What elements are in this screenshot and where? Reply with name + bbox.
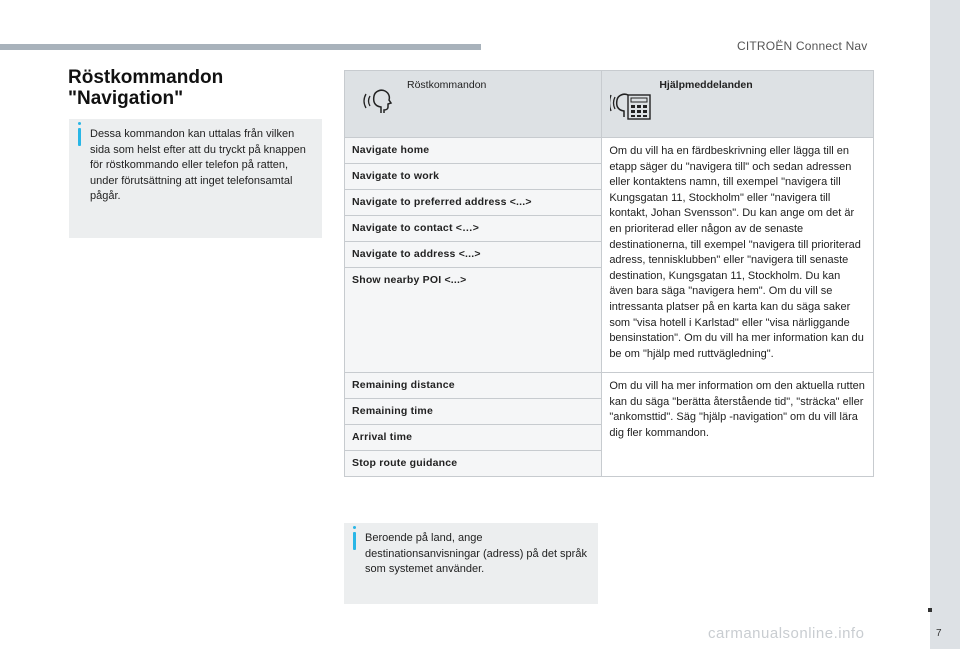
info-icon <box>78 128 81 146</box>
brand-header: CITROËN Connect Nav <box>737 39 868 53</box>
page-marker <box>928 608 932 612</box>
speaking-head-icon <box>361 83 401 123</box>
info-icon <box>353 532 356 550</box>
intro-note-text: Dessa kommandon kan uttalas från vilken sida som helst efter att du tryckt på knappen för röstkommando eller telefon på ratten, under förutsättning att inget telefonsamtal pågår. <box>90 128 306 202</box>
voice-commands-table <box>344 70 874 477</box>
table-row <box>345 138 874 164</box>
command-navigate-to-contact: Navigate to contact <…> <box>345 216 602 242</box>
header-commands-cell <box>345 71 602 138</box>
command-navigate-preferred-address: Navigate to preferred address <...> <box>345 190 602 216</box>
page-edge-strip <box>930 0 960 649</box>
help-navigation-text: Om du vill ha en färdbeskrivning eller lägga till en etapp säger du "navigera till" och sedan adressen eller kontaktens namn, till exempel "navigera till Kungsgatan 11, Stockholm" eller "navigera till kontakt, Johan Svensson". Du kan ange om det är en prioriterad eller någon av de senaste destinationerna, till exempel "navigera till prioriterad adress, tennisklubben" eller "navigera till senaste destination, Kungsgatan 11, Stockholm. Du kan även bara säga "navigera hem". Om du vill se intressanta platser på en karta kan du säga saker som "visa hotell i Karlstad" eller "visa närliggande bensinstation". Om du vill ha mer information kan du be om "hjälp med ruttvägledning". <box>602 138 874 373</box>
top-rule <box>0 44 481 50</box>
speaking-head-keypad-icon <box>610 83 656 125</box>
header-help-cell <box>602 71 874 138</box>
header-commands-label: Röstkommandon <box>407 79 487 91</box>
command-navigate-to-work: Navigate to work <box>345 164 602 190</box>
page-number: 7 <box>936 628 942 639</box>
table-row <box>345 373 874 399</box>
command-remaining-distance: Remaining distance <box>345 373 602 399</box>
command-show-nearby-poi: Show nearby POI <...> <box>345 268 602 373</box>
command-arrival-time: Arrival time <box>345 425 602 451</box>
header-help-label: Hjälpmeddelanden <box>659 79 753 91</box>
country-note-text: Beroende på land, ange destinationsanvisningar (adress) på det språk som systemet använder. <box>365 532 587 575</box>
command-navigate-home: Navigate home <box>345 138 602 164</box>
command-stop-route-guidance: Stop route guidance <box>345 451 602 477</box>
country-note <box>344 523 598 604</box>
page-title: Röstkommandon "Navigation" <box>68 67 224 109</box>
intro-note <box>69 119 322 238</box>
help-route-text: Om du vill ha mer information om den aktuella rutten kan du säga "berätta återstående tid", "sträcka" eller "ankomsttid". Säg "hjälp -navigation" om du vill lära dig fler kommandon. <box>602 373 874 477</box>
table-header-row <box>345 71 874 138</box>
command-navigate-to-address: Navigate to address <...> <box>345 242 602 268</box>
watermark: carmanualsonline.info <box>708 625 865 642</box>
command-remaining-time: Remaining time <box>345 399 602 425</box>
